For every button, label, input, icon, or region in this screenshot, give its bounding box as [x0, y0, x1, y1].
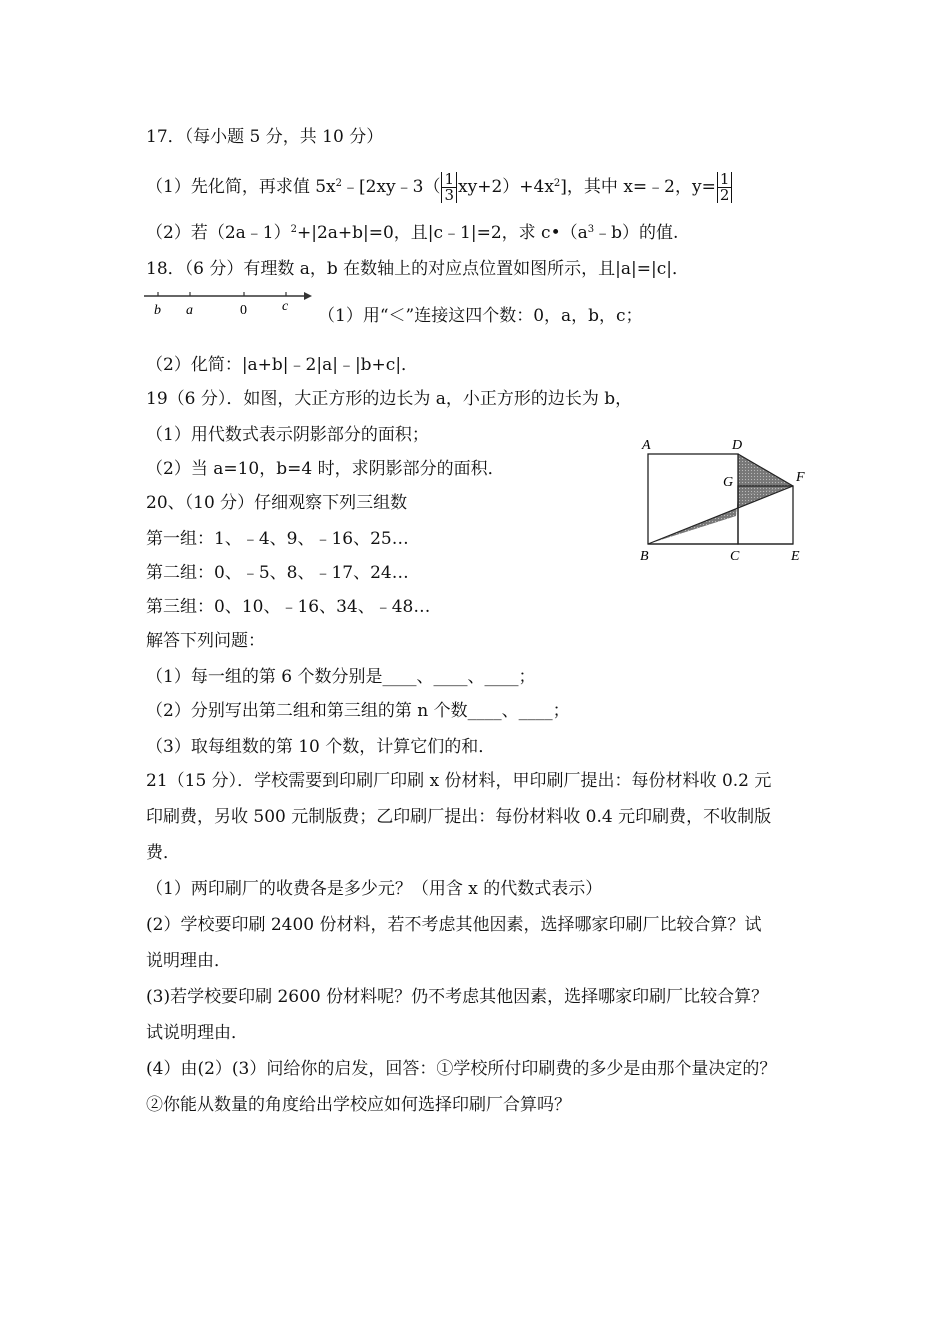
q21-part4b: ②你能从数量的角度给出学校应如何选择印刷厂合算吗？	[146, 1095, 571, 1115]
q17-header: 17．（每小题 5 分，共 10 分）	[146, 127, 384, 147]
label-G: G	[723, 475, 734, 490]
q21-line2: 印刷费，另收 500 元制版费；乙印刷厂提出：每份材料收 0.4 元印刷费，不收制版	[146, 807, 772, 827]
q17-p2-a: （2）若（2a﹣1）	[146, 223, 291, 243]
q21-part2b: 说明理由．	[146, 951, 231, 971]
q17-p2-cube: 3	[587, 224, 595, 235]
label-a: a	[186, 303, 193, 318]
q17-p1-end: ]，其中 x=﹣2，y=	[560, 177, 716, 197]
q20-group3: 第三组：0、10、﹣16、34、﹣48…	[146, 597, 431, 617]
q20-part2: （2）分别写出第二组和第三组的第 n 个数____、____；	[146, 701, 570, 721]
label-C: C	[730, 549, 740, 564]
q17-p1-mid: ﹣[2xy﹣3（	[342, 177, 441, 197]
fraction-numerator: 1	[444, 170, 455, 188]
fraction-denominator: 3	[444, 186, 455, 204]
fraction-one-half	[717, 172, 733, 203]
q21-part1: （1）两印刷厂的收费各是多少元？（用含 x 的代数式表示）	[146, 879, 603, 899]
fraction-one-third	[441, 172, 457, 203]
arrow-icon	[304, 292, 312, 300]
q20-intro: 解答下列问题：	[146, 631, 265, 651]
q20-part3: （3）取每组数的第 10 个数，计算它们的和．	[146, 737, 496, 757]
q21-line3: 费．	[146, 843, 180, 863]
q17-p1-sq2: 2	[553, 178, 561, 189]
q17-p2-sq: 2	[290, 224, 297, 235]
label-0: 0	[240, 303, 247, 318]
q17-p1-mid2: xy+2）+4x	[458, 177, 554, 197]
fraction-denominator: 2	[719, 186, 730, 204]
q18-part1: （1）用“＜”连接这四个数：0，a，b，c；	[318, 306, 643, 326]
label-A: A	[642, 438, 651, 453]
q21-line1: 21（15 分）．学校需要到印刷厂印刷 x 份材料，甲印刷厂提出：每份材料收 0.2 元	[146, 771, 772, 791]
label-b: b	[154, 303, 161, 318]
q20-group2: 第二组：0、﹣5、8、﹣17、24…	[146, 563, 409, 583]
squares-figure	[636, 436, 816, 566]
label-E: E	[791, 549, 800, 564]
q18-part2: （2）化简：|a+b|﹣2|a|﹣|b+c|．	[146, 355, 419, 375]
large-square	[648, 454, 738, 544]
q17-part2	[146, 222, 678, 244]
q21-part3b: 试说明理由．	[146, 1023, 248, 1043]
q20-header: 20、（10 分）仔细观察下列三组数	[146, 493, 408, 513]
q20-group1: 第一组：1、﹣4、9、﹣16、25…	[146, 529, 409, 549]
q21-part4a: (4）由(2）(3）问给你的启发，回答：①学校所付印刷费的多少是由那个量决定的？	[146, 1059, 777, 1079]
label-B: B	[640, 549, 649, 564]
q17-part1	[146, 172, 733, 203]
q17-p2-b: +|2a+b|=0，且|c﹣1|=2，求 c•（a	[296, 223, 588, 243]
q20-part1: （1）每一组的第 6 个数分别是____、____、____；	[146, 667, 536, 687]
fraction-numerator: 1	[719, 170, 730, 188]
label-F: F	[796, 470, 805, 485]
number-line-figure	[142, 288, 312, 320]
q17-p2-c: ﹣b）的值.	[594, 223, 679, 243]
q21-part2a: (2）学校要印刷 2400 份材料，若不考虑其他因素，选择哪家印刷厂比较合算？试	[146, 915, 762, 935]
q19-part1: （1）用代数式表示阴影部分的面积；	[146, 425, 429, 445]
label-c: c	[282, 299, 289, 314]
q17-p1-sq1: 2	[335, 178, 342, 189]
q17-p1-prefix: （1）先化简，再求值 5x	[146, 177, 336, 197]
line-bf	[648, 486, 793, 544]
q21-part3a: (3)若学校要印刷 2600 份材料呢？仍不考虑其他因素，选择哪家印刷厂比较合算？	[146, 987, 769, 1007]
q19-header: 19（6 分）．如图，大正方形的边长为 a，小正方形的边长为 b，	[146, 389, 633, 409]
q18-header: 18．（6 分）有理数 a，b 在数轴上的对应点位置如图所示，且|a|=|c|．	[146, 259, 689, 279]
q19-part2: （2）当 a=10，b=4 时，求阴影部分的面积．	[146, 459, 505, 479]
label-D: D	[732, 438, 743, 453]
